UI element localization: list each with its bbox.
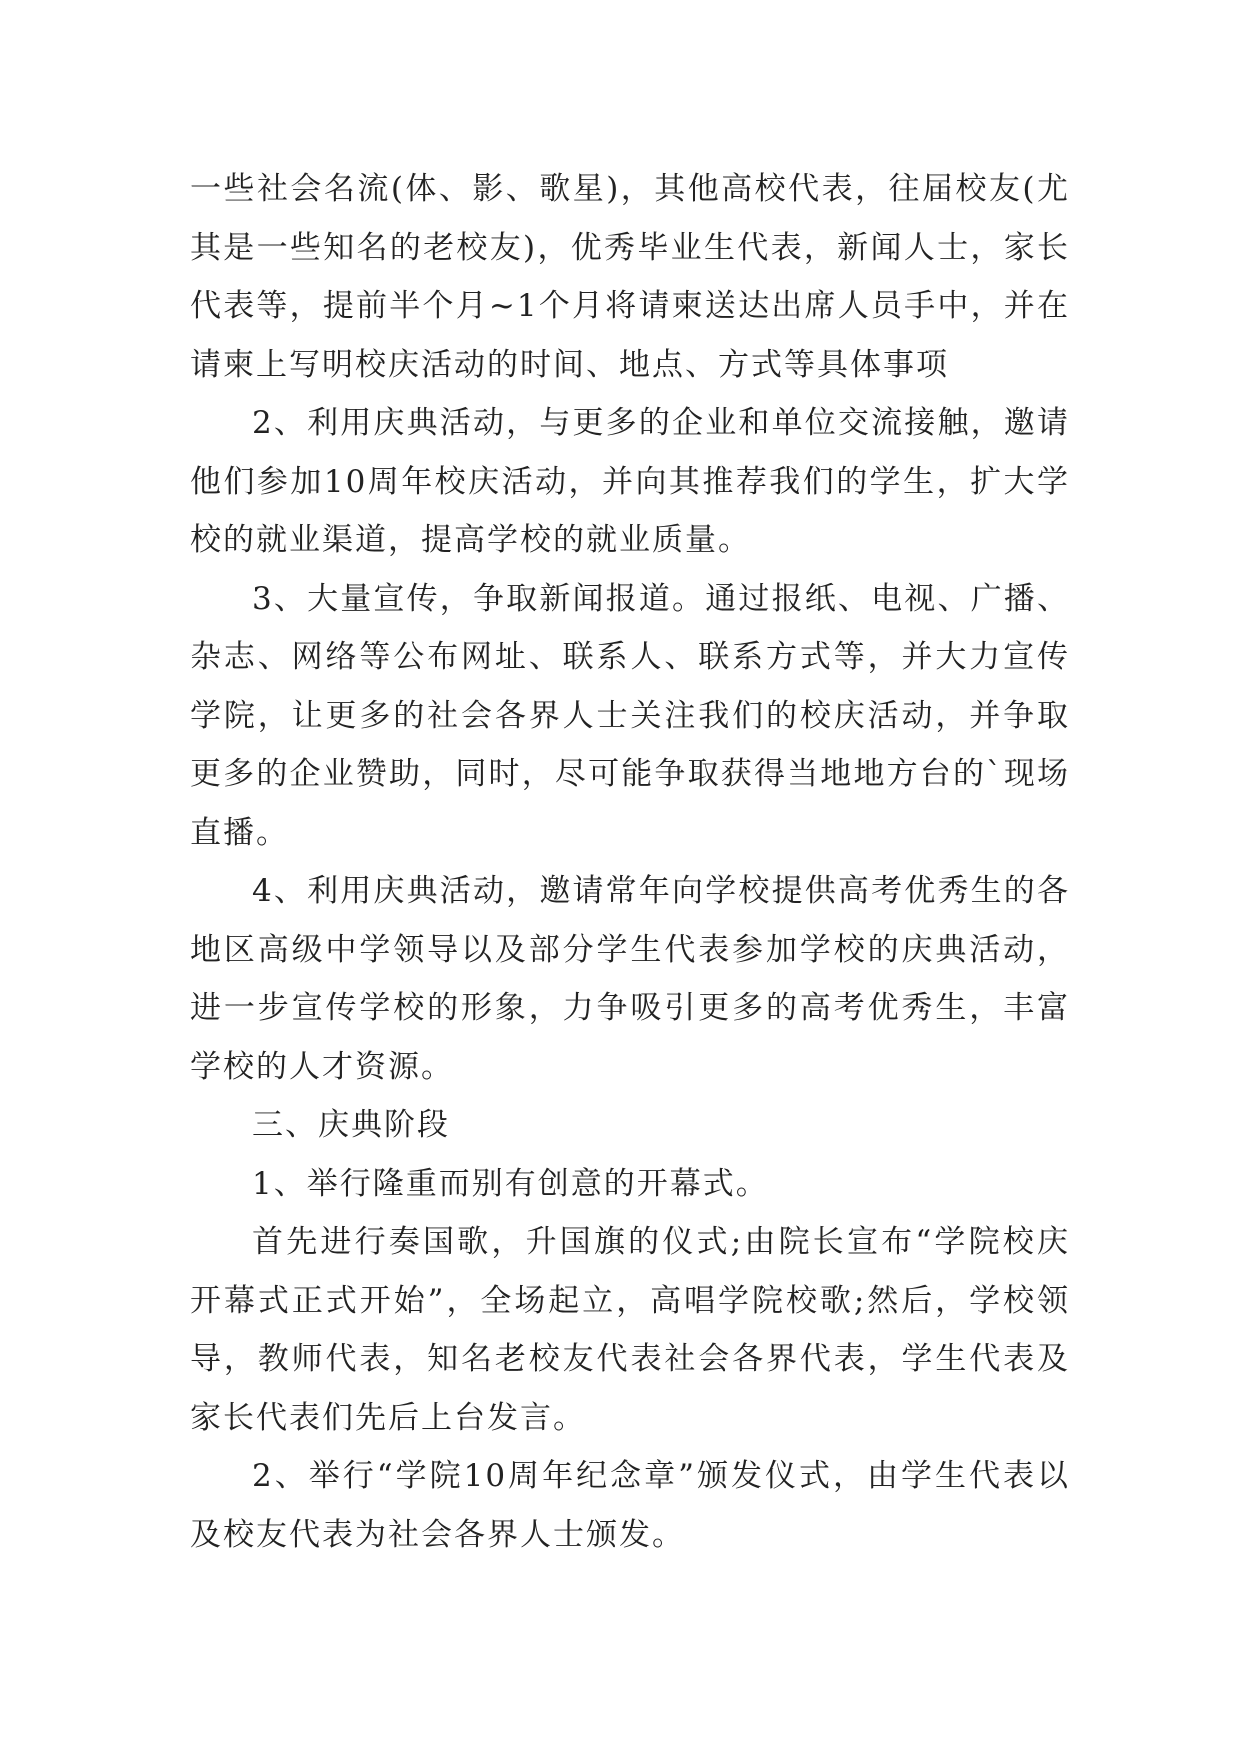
paragraph-item-2-employment: 2、利用庆典活动，与更多的企业和单位交流接触，邀请他们参加10周年校庆活动，并向其推荐我们的学生，扩大学校的就业渠道，提高学校的就业质量。 <box>190 405 1070 558</box>
paragraph-item-1-opening-ceremony: 1、举行隆重而别有创意的开幕式。 <box>252 1165 769 1202</box>
paragraph-item-2-commemorative-badge: 2、举行“学院10周年纪念章”颁发仪式，由学生代表以及校友代表为社会各界人士颁发。 <box>190 1458 1070 1553</box>
paragraph-item-4-high-school-invitation: 4、利用庆典活动，邀请常年向学校提供高考优秀生的各地区高级中学领导以及部分学生代表参加学校的庆典活动，进一步宣传学校的形象，力争吸引更多的高考优秀生，丰富学校的人才资源。 <box>190 873 1070 1085</box>
paragraph-item-3-publicity: 3、大量宣传，争取新闻报道。通过报纸、电视、广播、杂志、网络等公布网址、联系人、联系方式等，并大力宣传学院，让更多的社会各界人士关注我们的校庆活动，并争取更多的企业赞助，同时，尽可能争取获得当地地方台的`现场直播。 <box>190 580 1070 851</box>
paragraph-opening-ceremony-details: 首先进行奏国歌，升国旗的仪式;由院长宣布“学院校庆开幕式正式开始”，全场起立，高唱学院校歌;然后，学校领导，教师代表，知名老校友代表社会各界代表，学生代表及家长代表们先后上台发言。 <box>190 1224 1070 1436</box>
paragraph-continuation-invitees: 一些社会名流(体、影、歌星)，其他高校代表，往届校友(尤其是一些知名的老校友)，优秀毕业生代表，新闻人士，家长代表等，提前半个月~1个月将请柬送达出席人员手中，并在请柬上写明校庆活动的时间、地点、方式等具体事项 <box>190 171 1070 383</box>
section-heading-celebration-stage: 三、庆典阶段 <box>252 1107 450 1143</box>
document-body <box>190 160 1070 1564</box>
